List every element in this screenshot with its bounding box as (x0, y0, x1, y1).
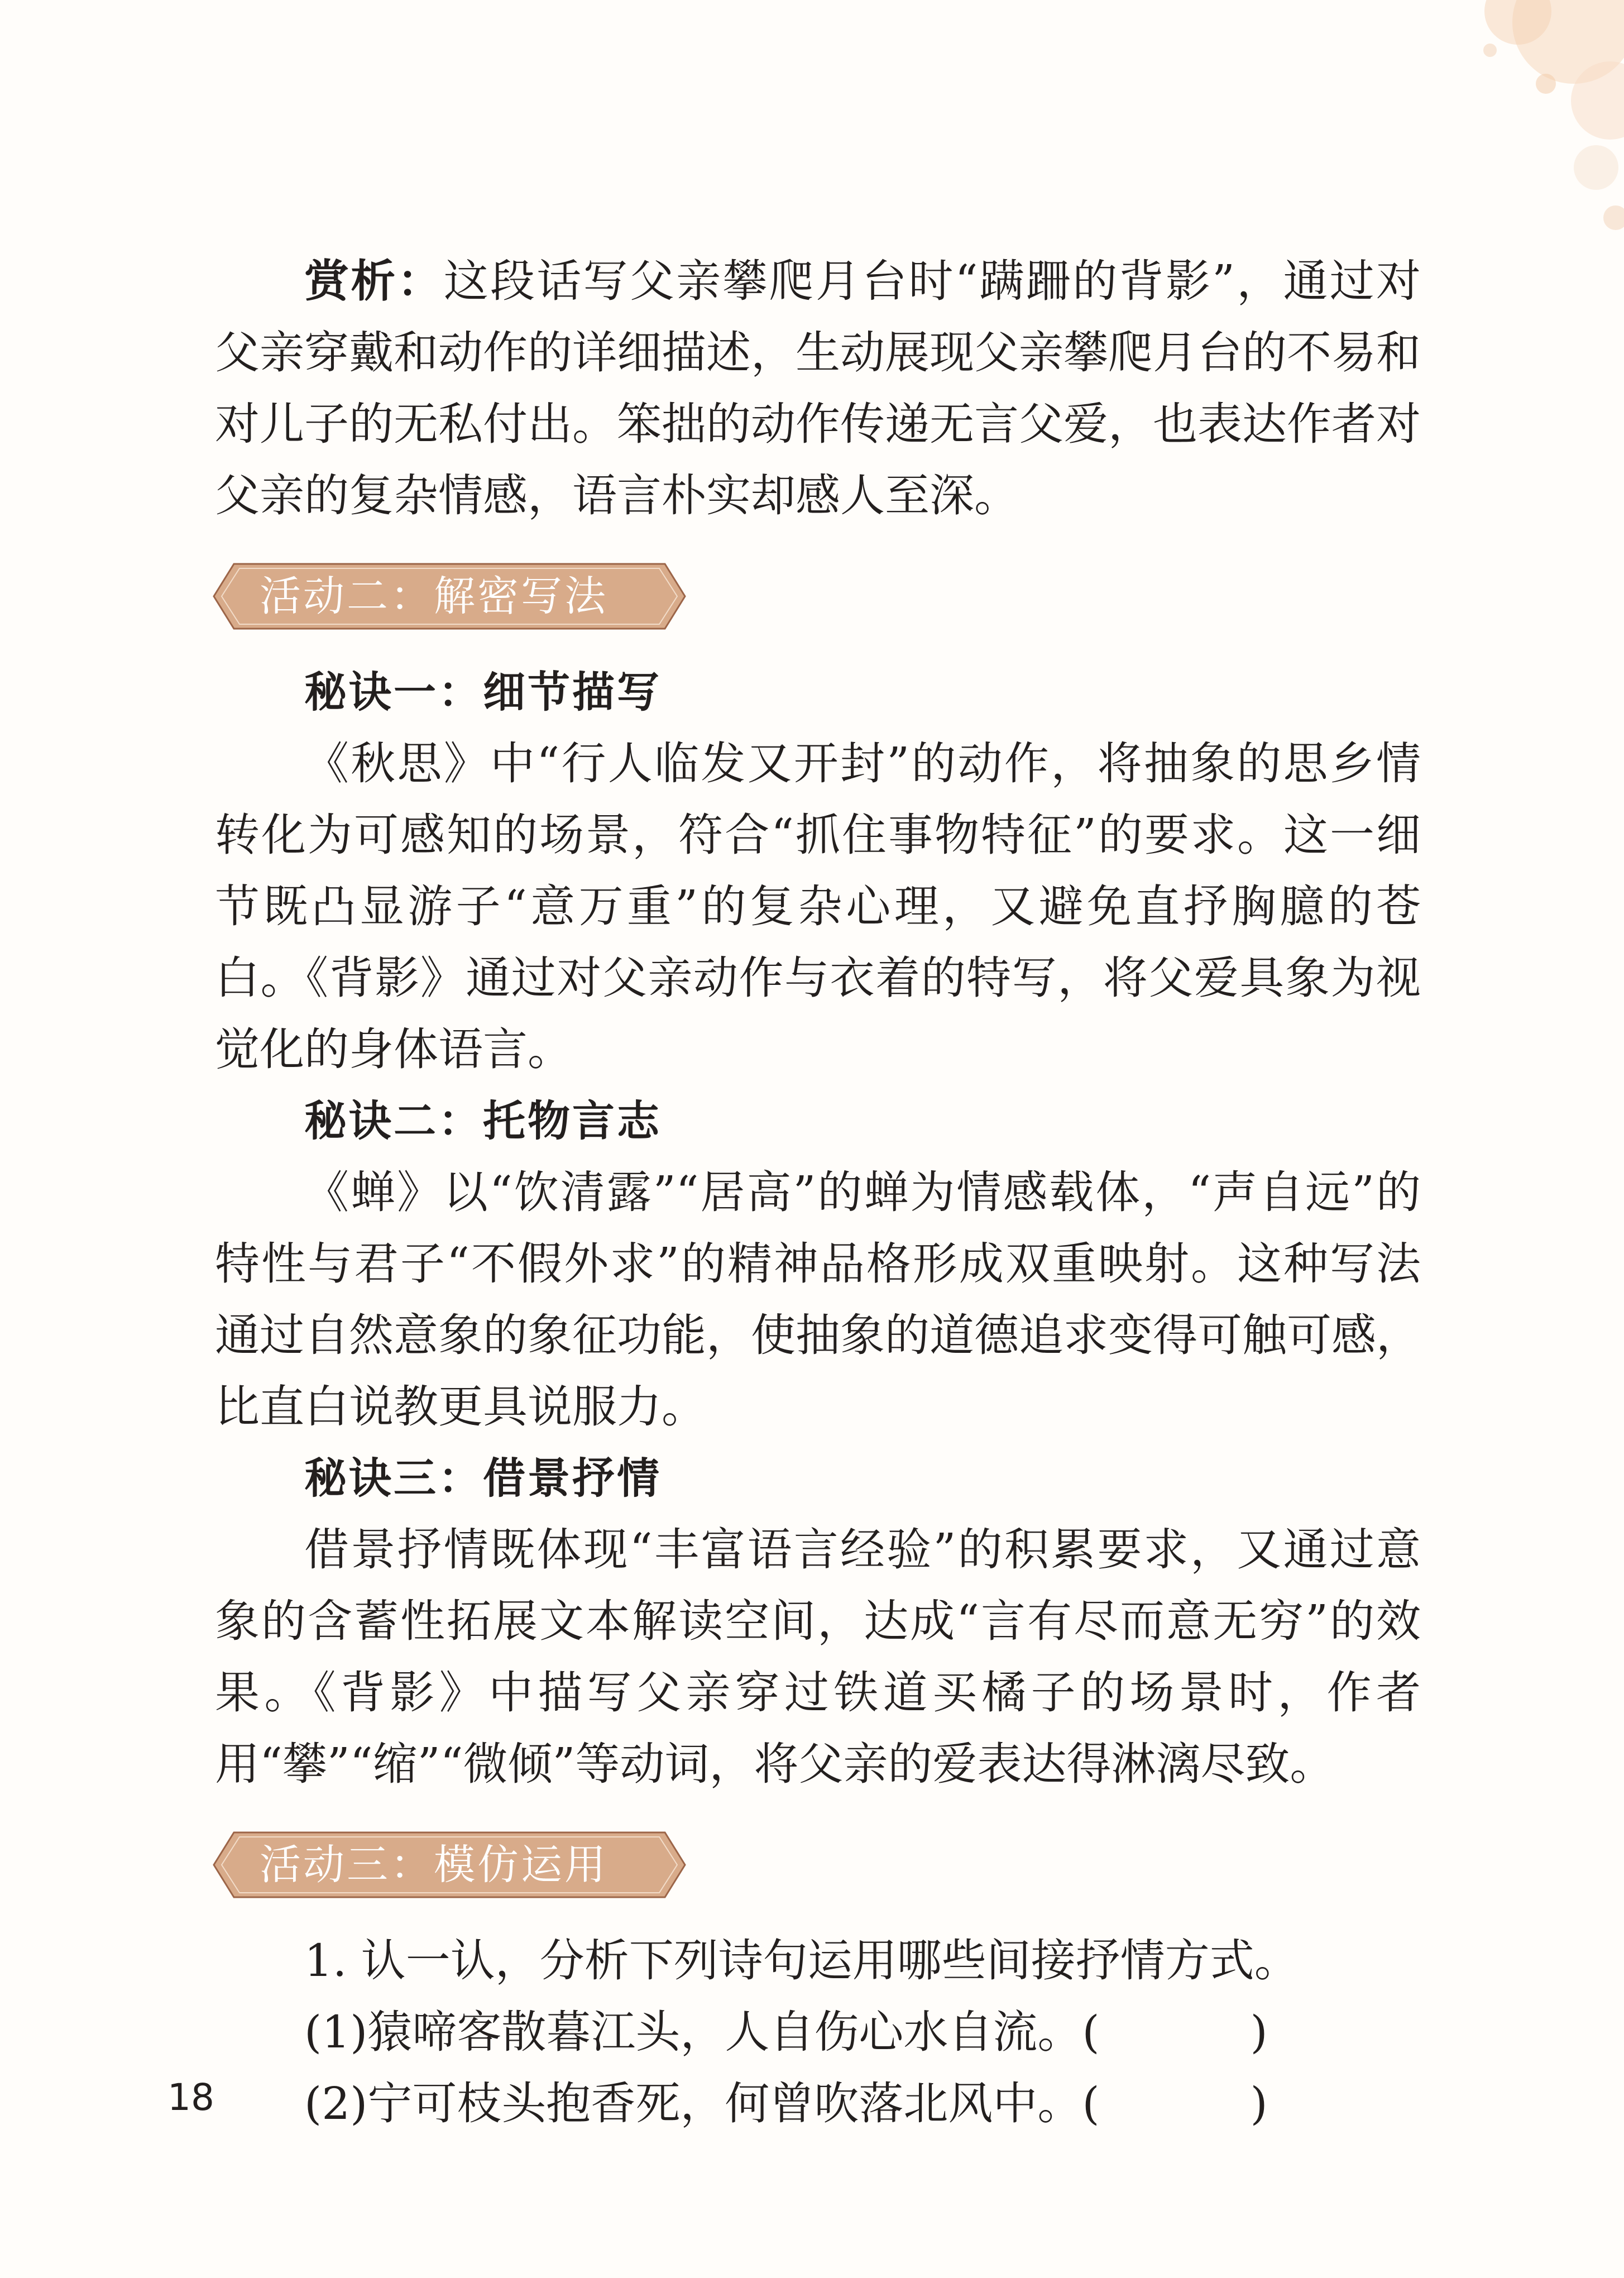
answer-blank-2[interactable]: ( ) (1082, 2078, 1268, 2129)
answer-blank-1[interactable]: ( ) (1082, 2006, 1268, 2058)
appreciation-label: 赏析： (304, 255, 444, 307)
question-item-2 (215, 2068, 1421, 2140)
item-1-text: (1)猿啼客散暮江头，人自伤心水自流。 (304, 2006, 1082, 2058)
tip1-text: 《秋思》中“行人临发又开封”的动作，将抽象的思乡情转化为可感知的场景，符合“抓住事物特征”的要求。这一细节既凸显游子“意万重”的复杂心理，又避免直抒胸臆的苍白。《背影》通过对父亲动作与衣着的特写，将父爱具象为视觉化的身体语言。 (215, 738, 1421, 1075)
appreciation-text: 这段话写父亲攀爬月台时“蹒跚的背影”，通过对父亲穿戴和动作的详细描述，生动展现父亲攀爬月台的不易和对儿子的无私付出。笨拙的动作传递无言父爱，也表达作者对父亲的复杂情感，语言朴实却感人至深。 (215, 255, 1421, 521)
tip1-heading: 秘诀一：细节描写 (304, 667, 662, 717)
tip2-heading: 秘诀二：托物言志 (304, 1096, 662, 1146)
activity2-title: 活动二：解密写法 (260, 572, 608, 620)
watercolor-decoration (1334, 0, 1624, 268)
page-number: 18 (167, 2076, 214, 2119)
question-item-1 (215, 1997, 1421, 2068)
question-1: 1. 认一认，分析下列诗句运用哪些间接抒情方式。 (304, 1935, 1299, 1987)
activity3-banner (209, 1829, 1421, 1901)
tip3-heading: 秘诀三：借景抒情 (304, 1453, 662, 1503)
item-2-text: (2)宁可枝头抱香死，何曾吹落北风中。 (304, 2078, 1082, 2129)
appreciation-paragraph (215, 246, 1421, 532)
tip3-text: 借景抒情既体现“丰富语言经验”的积累要求，又通过意象的含蓄性拓展文本解读空间，达成“言有尽而意无穷”的效果。《背影》中描写父亲穿过铁道买橘子的场景时，作者用“攀”“缩”“微倾”等动词，将父亲的爱表达得淋漓尽致。 (215, 1524, 1421, 1790)
activity3-title: 活动三：模仿运用 (260, 1841, 608, 1889)
page-content (215, 246, 1421, 2140)
activity2-banner (209, 561, 1421, 632)
tip2-text: 《蝉》以“饮清露”“居高”的蝉为情感载体，“声自远”的特性与君子“不假外求”的精神品格形成双重映射。这种写法通过自然意象的象征功能，使抽象的道德追求变得可触可感，比直白说教更具说服力。 (215, 1166, 1421, 1433)
